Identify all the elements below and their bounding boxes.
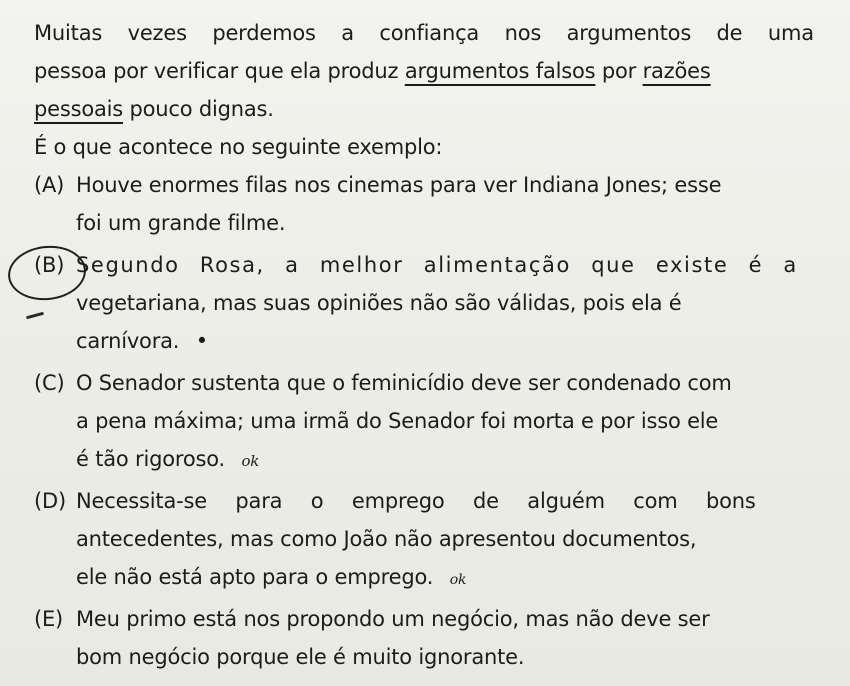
option-line: foi um grande filme. — [76, 211, 286, 235]
option-letter: (C) — [34, 371, 65, 395]
option-line: antecedentes, mas como João não apresentou documentos, — [76, 527, 697, 551]
option-line: a pena máxima; uma irmã do Senador foi morta e por isso ele — [76, 409, 719, 433]
option-c — [34, 364, 814, 478]
option-line-text: é tão rigoroso. — [76, 447, 225, 471]
option-a — [34, 166, 814, 242]
option-line-text: ele não está apto para o emprego. — [76, 565, 434, 589]
option-letter: (B) — [34, 253, 65, 277]
option-line-last — [34, 440, 814, 478]
option-d — [34, 482, 814, 596]
intro-text: pouco dignas. — [123, 97, 274, 121]
option-line-text: carnívora. — [76, 329, 180, 353]
option-b — [34, 246, 814, 360]
intro-line-1 — [34, 14, 814, 52]
intro-text: por — [595, 59, 643, 83]
option-e — [34, 600, 814, 676]
option-letter: (A) — [34, 173, 65, 197]
option-letter: (D) — [34, 489, 66, 513]
intro-line-2 — [34, 52, 814, 90]
option-line-text: Segundo Rosa, a melhor alimentação que existe é a — [76, 253, 798, 277]
underlined-phrase: pessoais — [34, 97, 124, 121]
option-line: bom negócio porque ele é muito ignorante. — [76, 645, 525, 669]
option-line-last — [34, 558, 814, 596]
option-line-last — [34, 322, 814, 360]
handwritten-dot: • — [195, 329, 208, 353]
word: de — [716, 21, 743, 45]
question-prompt: É o que acontece no seguinte exemplo: — [34, 135, 443, 159]
option-line: vegetariana, mas suas opiniões não são válidas, pois ela é — [76, 291, 682, 315]
handwritten-ok: ok — [449, 572, 467, 588]
word: nos — [504, 21, 542, 45]
intro-text: pessoa por verificar que ela produz — [34, 59, 405, 83]
word: vezes — [127, 21, 187, 45]
word: a — [341, 21, 354, 45]
word: Muitas — [34, 21, 103, 45]
word: uma — [767, 21, 814, 45]
handwritten-ok: ok — [241, 452, 260, 470]
option-line — [76, 246, 814, 284]
word: confiança — [379, 21, 480, 45]
option-line: O Senador sustenta que o feminicídio deve ser condenado com — [76, 371, 732, 395]
option-line: Necessita-se para o emprego de alguém com bons — [76, 489, 756, 513]
question-text-block — [34, 14, 814, 676]
underlined-phrase: razões — [642, 59, 711, 83]
word: argumentos — [566, 21, 692, 45]
underlined-phrase: argumentos falsos — [404, 59, 596, 83]
option-line: Houve enormes filas nos cinemas para ver Indiana Jones; esse — [76, 173, 722, 197]
intro-line-3 — [34, 90, 814, 128]
option-line: Meu primo está nos propondo um negócio, mas não deve ser — [76, 607, 710, 631]
word: perdemos — [212, 21, 316, 45]
option-letter: (E) — [34, 607, 64, 631]
